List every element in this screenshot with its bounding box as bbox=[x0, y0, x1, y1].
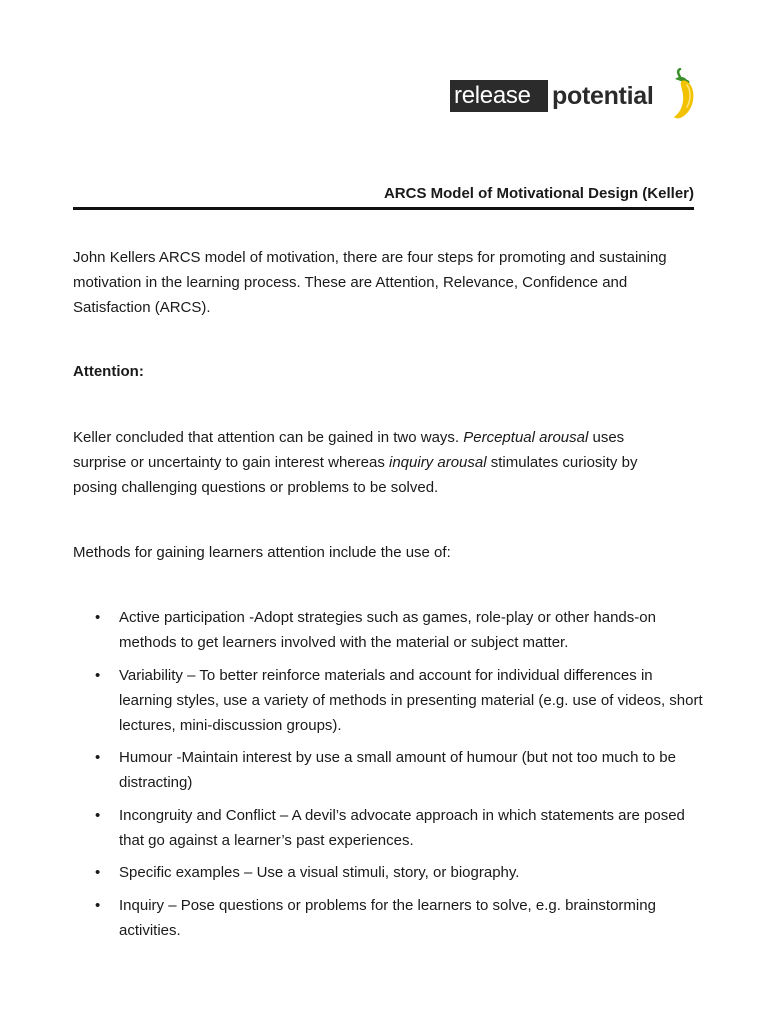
perceptual-arousal-term: Perceptual arousal bbox=[463, 429, 589, 446]
methods-intro: Methods for gaining learners attention include the use of: bbox=[73, 544, 451, 561]
list-item bbox=[73, 745, 703, 795]
list-item-text: Humour -Maintain interest by use a small amount of humour (but not too much to be distracting) bbox=[119, 749, 676, 791]
bullet: • bbox=[95, 749, 101, 766]
methods-list bbox=[73, 605, 703, 950]
list-item-text: Active participation -Adopt strategies such as games, role-play or other hands-on methods to get learners involved with the material or subject matter. bbox=[119, 609, 656, 651]
bullet: • bbox=[95, 609, 101, 626]
list-item-text: Inquiry – Pose questions or problems for the learners to solve, e.g. brainstorming activities. bbox=[119, 896, 656, 939]
attention-text-1: Keller concluded that attention can be gained in two ways. bbox=[73, 429, 464, 446]
attention-text-2: uses surprise or uncertainty to gain interest whereas bbox=[73, 429, 625, 471]
intro-paragraph: John Kellers ARCS model of motivation, there are four steps for promoting and sustaining motivation in the learning process. These are Attention, Relevance, Confidence and Satisfaction (ARCS). bbox=[73, 249, 667, 316]
attention-paragraph bbox=[73, 425, 673, 500]
attention-text-3: stimulates curiosity by posing challenging questions or problems to be solved. bbox=[73, 454, 638, 496]
logo-potential-word: potential bbox=[552, 82, 654, 110]
title-divider bbox=[73, 207, 694, 210]
list-item bbox=[73, 893, 703, 943]
document-title: ARCS Model of Motivational Design (Keller) bbox=[383, 185, 694, 202]
logo-release-box: release bbox=[450, 80, 548, 112]
list-item-text: Specific examples – Use a visual stimuli, story, or biography. bbox=[119, 864, 520, 881]
bullet: • bbox=[95, 896, 101, 914]
inquiry-arousal-term: inquiry arousal bbox=[389, 454, 487, 471]
list-item bbox=[73, 803, 703, 853]
bullet: • bbox=[95, 864, 101, 881]
bullet: • bbox=[95, 666, 101, 684]
list-item bbox=[73, 860, 703, 885]
attention-heading: Attention: bbox=[73, 363, 144, 380]
list-item bbox=[73, 663, 703, 738]
list-item bbox=[73, 605, 703, 655]
list-item-text: Incongruity and Conflict – A devil’s advocate approach in which statements are posed that go against a learner’s past experiences. bbox=[119, 806, 685, 849]
chili-pepper-icon bbox=[668, 68, 698, 122]
bullet: • bbox=[95, 806, 101, 824]
list-item-text: Variability – To better reinforce materials and account for individual differences in learning styles, use a variety of methods in presenting material (e.g. use of videos, short lectures, mini-discussion groups). bbox=[119, 666, 703, 734]
